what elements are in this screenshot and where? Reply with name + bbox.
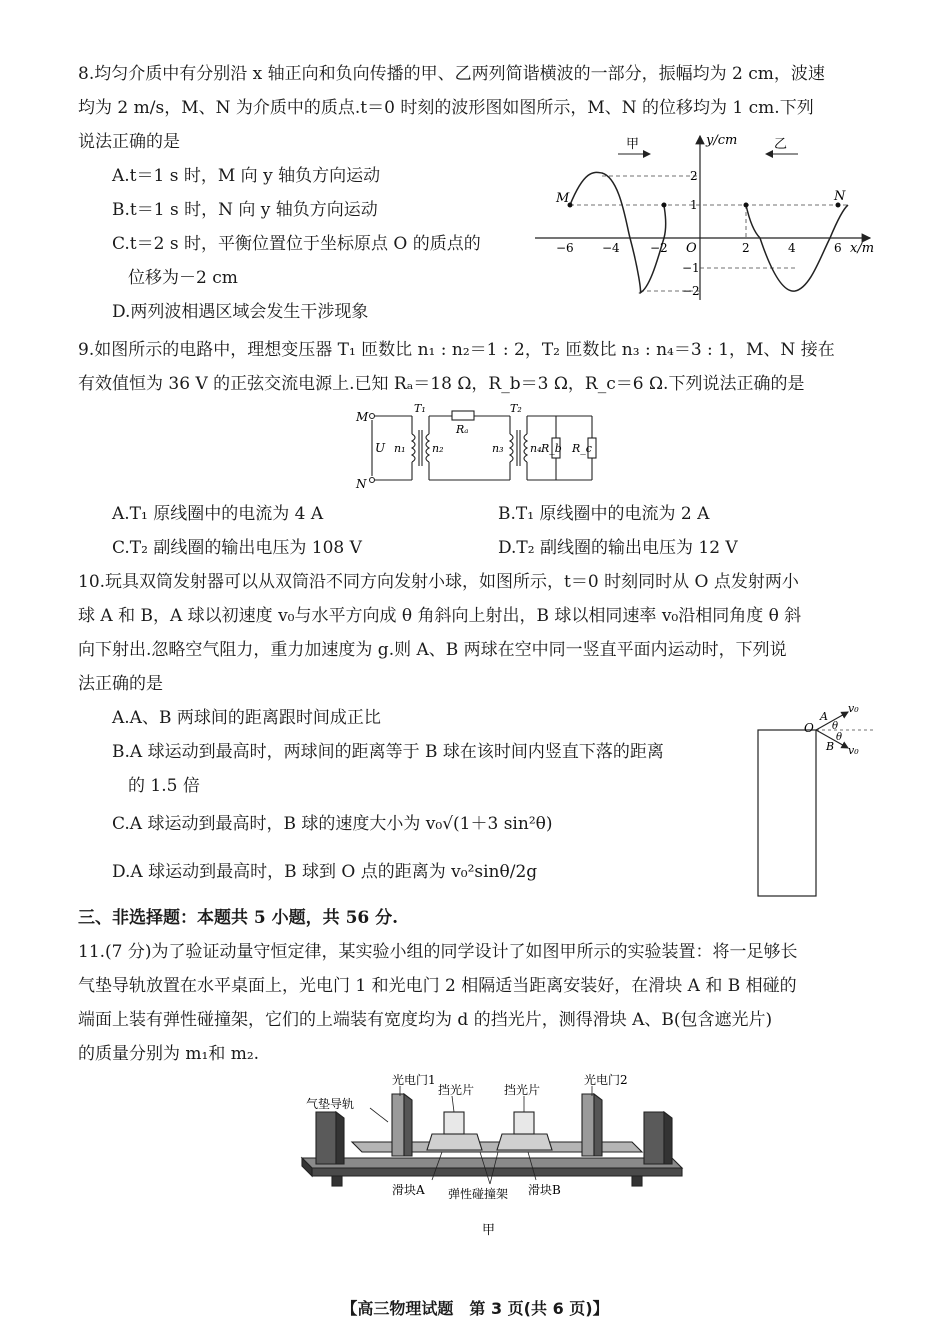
q9-option-a: A.T₁ 原线圈中的电流为 4 A (112, 504, 324, 524)
q9-stem-line2: 有效值恒为 36 V 的正弦交流电源上.已知 Rₐ＝18 Ω，R_b＝3 Ω，R_c＝6 Ω.下列说法正确的是 (78, 374, 805, 394)
q11-label-gate1: 光电门1 (392, 1073, 436, 1087)
q10-label-v0b: v₀ (848, 744, 859, 757)
q9-label-m: M (356, 410, 369, 424)
q8-wave-figure (530, 128, 880, 308)
q9-circuit-figure (352, 404, 602, 492)
q8-option-b: B.t＝1 s 时，N 向 y 轴负方向运动 (112, 200, 378, 220)
q10-stem-line4: 法正确的是 (78, 674, 163, 694)
q10-stem-line1: 10.玩具双筒发射器可以从双筒沿不同方向发射小球，如图所示，t＝0 时刻同时从 O 点发射两小 (78, 572, 799, 592)
q9-label-t1: T₁ (414, 404, 426, 415)
q11-label-flag-a: 挡光片 (438, 1083, 475, 1097)
q10-launcher-figure (756, 700, 880, 900)
q8-stem-line3: 说法正确的是 (78, 132, 180, 152)
q8-label-origin: O (686, 241, 697, 256)
q8-wave-jia (570, 172, 666, 293)
q10-label-theta2: θ (836, 732, 843, 743)
q8-label-n: N (834, 189, 846, 204)
q10-option-d: D.A 球运动到最高时，B 球到 O 点的距离为 v₀²sinθ/2g (112, 862, 538, 882)
q10-option-a: A.A、B 两球间的距离跟时间成正比 (112, 708, 381, 728)
q10-option-b-cont: 的 1.5 倍 (128, 776, 200, 796)
q11-stem-line3: 端面上装有弹性碰撞架，它们的上端装有宽度均为 d 的挡光片，测得滑块 A、B(包含遮光片) (78, 1010, 773, 1030)
q9-option-d: D.T₂ 副线圈的输出电压为 12 V (498, 538, 738, 558)
q8-label-yi: 乙 (774, 137, 788, 152)
q8-option-c-cont: 位移为－2 cm (128, 268, 238, 288)
q10-option-b: B.A 球运动到最高时，两球间的距离等于 B 球在该时间内竖直下落的距离 (112, 742, 664, 762)
q10-option-c: C.A 球运动到最高时，B 球的速度大小为 v₀√(1＋3 sin²θ) (112, 814, 553, 834)
q8-xtick: 4 (788, 241, 796, 255)
q10-label-theta1: θ (832, 721, 839, 732)
q8-label-xaxis: x/m (850, 241, 875, 256)
q11-stem-line1: 11.(7 分)为了验证动量守恒定律，某实验小组的同学设计了如图甲所示的实验装置：将一足够长 (78, 942, 798, 962)
q10-stem-line3: 向下射出.忽略空气阻力，重力加速度为 g.则 A、B 两球在空中同一竖直平面内运动时，下列说 (78, 640, 787, 660)
q9-label-n3: n₃ (492, 442, 504, 455)
q8-wave-yi (746, 205, 848, 291)
q9-label-rb: R_b (541, 442, 562, 455)
q10-table (758, 730, 816, 896)
q8-stem-line2: 均为 2 m/s，M、N 为介质中的质点.t＝0 时刻的波形图如图所示，M、N 的位移均为 1 cm.下列 (78, 98, 814, 118)
q10-label-b: B (826, 740, 835, 753)
q11-stem-line2: 气垫导轨放置在水平桌面上，光电门 1 和光电门 2 相隔适当距离安装好，在滑块 A 和 B 相碰的 (78, 976, 797, 996)
q9-label-rc: R_c (572, 442, 592, 455)
q9-label-n: N (356, 477, 367, 491)
q8-label-yaxis: y/cm (706, 133, 738, 148)
q10-label-v0a: v₀ (848, 702, 859, 715)
q9-label-n4: n₄ (530, 442, 542, 455)
q8-xtick: −2 (650, 241, 668, 255)
q9-label-t2: T₂ (510, 404, 522, 415)
q11-label-bumper: 弹性碰撞架 (448, 1187, 509, 1201)
q9-label-u: U (375, 441, 386, 455)
q11-label-gate2: 光电门2 (584, 1073, 628, 1087)
q8-xtick: 2 (742, 241, 750, 255)
q11-label-slider-b: 滑块B (528, 1183, 561, 1197)
section-3-heading: 三、非选择题：本题共 5 小题，共 56 分. (78, 908, 399, 928)
q11-apparatus-figure (292, 1072, 692, 1242)
q8-ytick: 2 (690, 169, 698, 183)
q8-ytick: 1 (690, 198, 698, 212)
q8-option-a: A.t＝1 s 时，M 向 y 轴负方向运动 (112, 166, 381, 186)
q9-label-n2: n₂ (432, 442, 444, 455)
q8-label-jia: 甲 (626, 137, 640, 152)
q11-label-flag-b: 挡光片 (504, 1083, 541, 1097)
q8-ytick: −1 (682, 261, 700, 275)
q8-label-m: M (556, 191, 570, 206)
q11-label-slider-a: 滑块A (392, 1183, 425, 1197)
q10-stem-line2: 球 A 和 B，A 球以初速度 v₀与水平方向成 θ 角斜向上射出，B 球以相同速率 v₀沿相同角度 θ 斜 (78, 606, 802, 626)
q8-xtick: 6 (834, 241, 842, 255)
q10-label-a: A (820, 710, 828, 723)
q8-option-c: C.t＝2 s 时，平衡位置位于坐标原点 O 的质点的 (112, 234, 481, 254)
q8-ytick: −2 (682, 284, 700, 298)
q8-stem-line1: 8.均匀介质中有分别沿 x 轴正向和负向传播的甲、乙两列简谐横波的一部分，振幅均为 2 cm，波速 (78, 64, 825, 84)
q11-label-rail: 气垫导轨 (306, 1097, 355, 1111)
page-footer: 【高三物理试题 第 3 页(共 6 页)】 (341, 1299, 609, 1318)
q11-figure-caption: 甲 (482, 1223, 496, 1238)
q9-label-ra: Rₐ (456, 423, 469, 436)
q9-stem-line1: 9.如图所示的电路中，理想变压器 T₁ 匝数比 n₁ : n₂＝1 : 2，T₂ 匝数比 n₃ : n₄＝3 : 1，M、N 接在 (78, 340, 835, 360)
q8-xtick: −4 (602, 241, 620, 255)
q8-option-d: D.两列波相遇区域会发生干涉现象 (112, 302, 369, 322)
q11-stem-line4: 的质量分别为 m₁和 m₂. (78, 1044, 260, 1064)
q9-option-c: C.T₂ 副线圈的输出电压为 108 V (112, 538, 362, 558)
q9-label-n1: n₁ (394, 442, 406, 455)
q8-xtick: −6 (556, 241, 574, 255)
q10-label-o: O (804, 721, 814, 735)
q9-option-b: B.T₁ 原线圈中的电流为 2 A (498, 504, 710, 524)
